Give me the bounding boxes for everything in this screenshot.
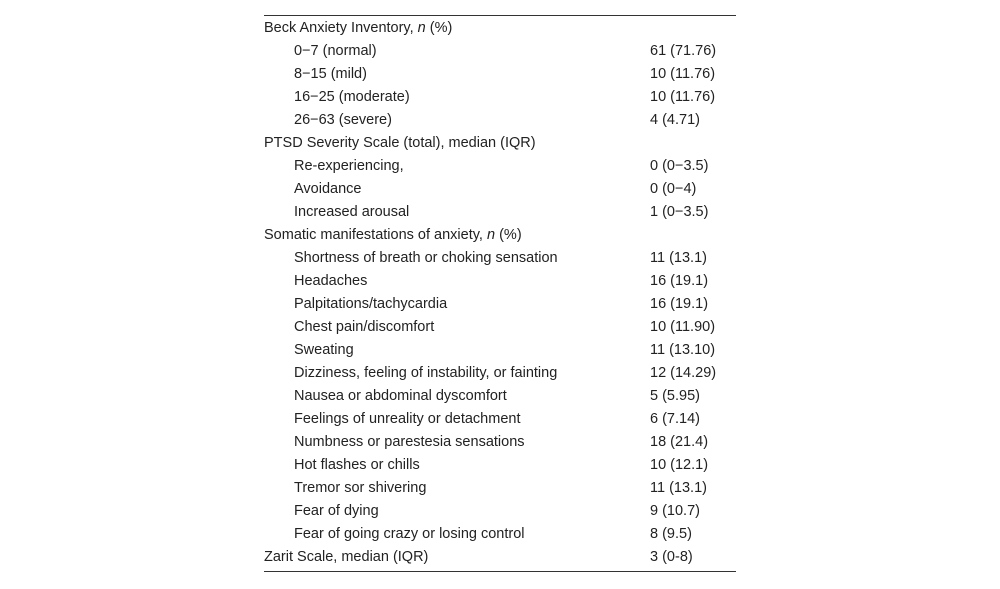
row-value: 10 (11.90) [650, 319, 716, 335]
table-row [264, 477, 736, 500]
row-label: Fear of going crazy or losing control [294, 526, 525, 542]
row-value [650, 224, 736, 247]
row-label: Dizziness, feeling of instability, or fainting [294, 365, 558, 381]
table-row [264, 385, 736, 408]
row-value: 18 (21.4) [650, 434, 709, 450]
row-value: 10 (11.76) [650, 66, 716, 82]
row-label: Numbness or parestesia sensations [294, 434, 525, 450]
label-part: PTSD Severity Scale (total), median (IQR) [264, 135, 536, 151]
row-value: 8 (9.5) [650, 526, 692, 542]
row-label: Hot flashes or chills [294, 457, 420, 473]
table-row [264, 247, 736, 270]
table-row [264, 201, 736, 224]
table-row [264, 339, 736, 362]
row-label: Palpitations/tachycardia [294, 296, 448, 312]
row-value: 12 (14.29) [650, 365, 717, 381]
label-part: (%) [495, 227, 522, 243]
label-italic-part: n [486, 227, 496, 243]
row-value [650, 16, 736, 40]
table-row [264, 408, 736, 431]
row-value: 11 (13.1) [650, 250, 707, 266]
table-section-row [264, 132, 736, 155]
label-part: (%) [425, 20, 453, 36]
table-row [264, 523, 736, 546]
data-table-container [264, 15, 736, 572]
label-part: Somatic manifestations of anxiety, [264, 227, 487, 243]
table-section-row [264, 16, 736, 40]
row-label [264, 224, 650, 247]
row-value: 4 (4.71) [650, 112, 700, 128]
table-row [264, 86, 736, 109]
row-label: 8−15 (mild) [294, 66, 367, 82]
row-label: Headaches [294, 273, 368, 289]
row-value: 11 (13.10) [650, 342, 716, 358]
table-row [264, 316, 736, 339]
row-label: Re-experiencing, [294, 158, 404, 174]
row-value: 0 (0−3.5) [650, 158, 709, 174]
row-label: Chest pain/discomfort [294, 319, 435, 335]
row-label [264, 16, 650, 40]
row-value: 0 (0−4) [650, 181, 697, 197]
table-row [264, 155, 736, 178]
row-value: 10 (11.76) [650, 89, 716, 105]
row-value: 16 (19.1) [650, 296, 709, 312]
row-value: 11 (13.1) [650, 480, 707, 496]
data-table [264, 16, 736, 571]
row-label: Feelings of unreality or detachment [294, 411, 521, 427]
table-section-row [264, 224, 736, 247]
table-row [264, 293, 736, 316]
row-value: 3 (0-8) [650, 549, 693, 565]
row-label: Shortness of breath or choking sensation [294, 250, 558, 266]
row-label [264, 132, 650, 155]
row-value: 9 (10.7) [650, 503, 700, 519]
row-label: Increased arousal [294, 204, 410, 220]
table-row [264, 40, 736, 63]
row-label: Fear of dying [294, 503, 379, 519]
row-label: Nausea or abdominal dyscomfort [294, 388, 507, 404]
table-row [264, 362, 736, 385]
row-label: 16−25 (moderate) [294, 89, 410, 105]
label-part: Beck Anxiety Inventory, [264, 20, 418, 36]
table-body [264, 16, 736, 571]
row-value: 10 (12.1) [650, 457, 709, 473]
row-value: 5 (5.95) [650, 388, 700, 404]
table-row [264, 178, 736, 201]
table-row [264, 454, 736, 477]
table-row [264, 500, 736, 523]
table-row [264, 63, 736, 86]
row-value: 1 (0−3.5) [650, 204, 709, 220]
row-value [650, 132, 736, 155]
row-value: 61 (71.76) [650, 43, 717, 59]
label-part: Zarit Scale, median (IQR) [264, 549, 429, 565]
row-value: 16 (19.1) [650, 273, 709, 289]
table-row [264, 431, 736, 454]
row-label: 26−63 (severe) [294, 112, 392, 128]
table-section-row [264, 546, 736, 571]
label-italic-part: n [417, 20, 426, 36]
row-label: Sweating [294, 342, 354, 358]
row-label: Tremor sor shivering [294, 480, 427, 496]
table-row [264, 109, 736, 132]
table-row [264, 270, 736, 293]
row-label: 0−7 (normal) [294, 43, 377, 59]
row-value: 6 (7.14) [650, 411, 700, 427]
row-label: Avoidance [294, 181, 362, 197]
row-label [264, 546, 650, 571]
